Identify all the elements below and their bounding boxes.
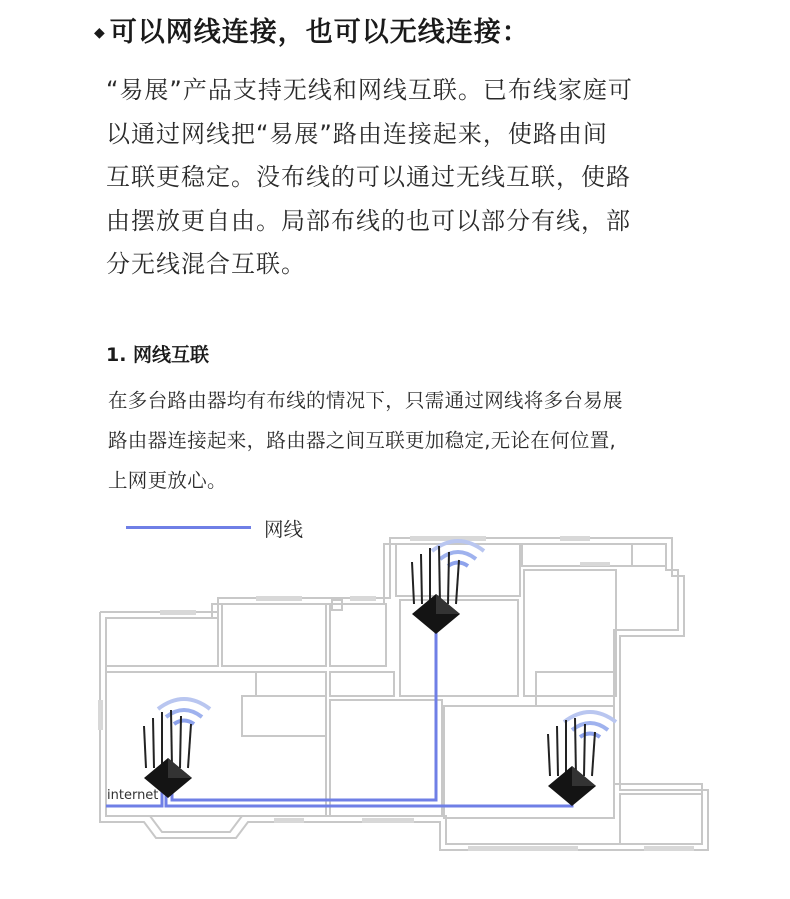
intro-line: 互联更稳定。没布线的可以通过无线互联，使路: [106, 163, 631, 191]
desc-line: 路由器连接起来，路由器之间互联更加稳定,无论在何位置,: [108, 429, 616, 452]
intro-line: 由摆放更自由。局部布线的也可以部分有线，部: [106, 206, 631, 235]
wifi-signal-icon: [158, 699, 210, 724]
heading-text: 可以网线连接，也可以无线连接：: [109, 17, 530, 48]
router-icon: [144, 710, 192, 798]
floor-plan-diagram: [0, 530, 790, 899]
intro-line: “易展”产品支持无线和网线互联。已布线家庭可: [106, 76, 633, 104]
router-icon: [548, 718, 596, 806]
wired-section-description: [108, 381, 708, 501]
wired-section-title: 1. 网线互联: [106, 344, 210, 366]
diamond-bullet-icon: ◆: [94, 25, 106, 41]
intro-line: 以通过网线把“易展”路由连接起来，使路由间: [106, 119, 608, 148]
internet-label: internet: [107, 788, 159, 803]
desc-line: 在多台路由器均有布线的情况下，只需通过网线将多台易展: [108, 389, 623, 412]
cable-router1-to-router2: [172, 630, 436, 800]
floor-plan-walls: [100, 538, 708, 850]
wifi-signal-icon: [564, 712, 616, 737]
intro-line: 分无线混合互联。: [106, 250, 306, 278]
cable-legend-line: [126, 526, 251, 529]
desc-line: 上网更放心。: [108, 469, 227, 492]
intro-paragraph: [106, 69, 681, 287]
cable-legend-label: 网线: [264, 518, 304, 541]
section-heading: [94, 10, 530, 49]
router-icon: [412, 546, 460, 634]
